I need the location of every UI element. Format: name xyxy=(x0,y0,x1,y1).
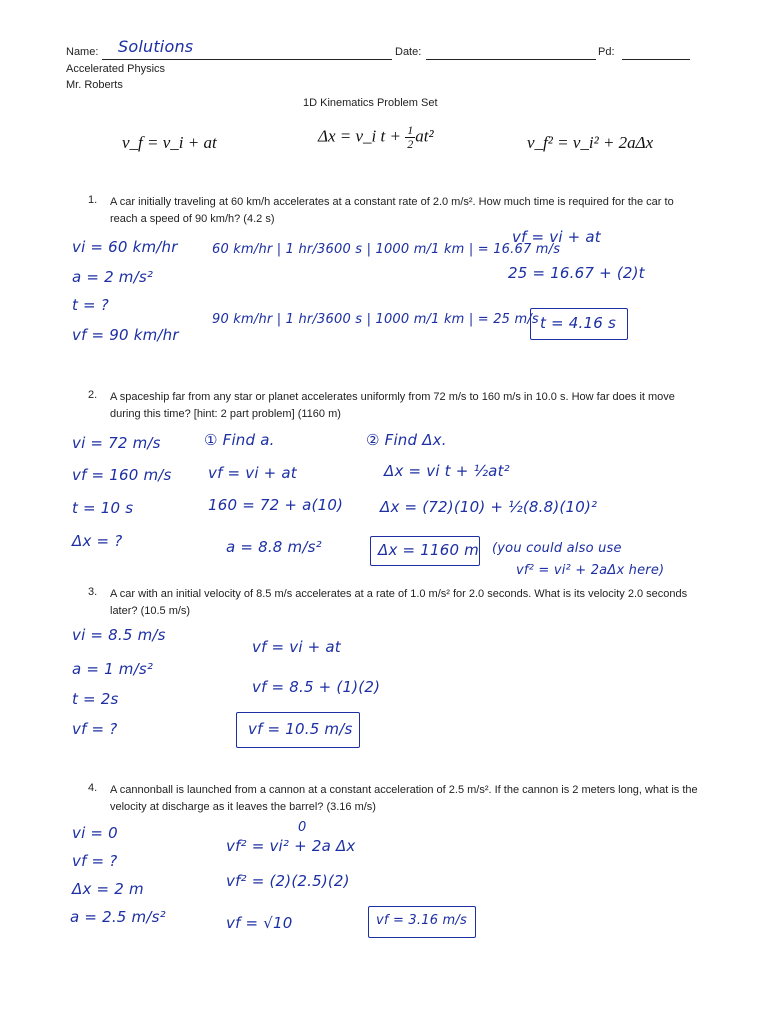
p4-given-dx: Δx = 2 m xyxy=(72,880,144,898)
p1-answer: t = 4.16 s xyxy=(540,314,616,332)
equation-half-fraction xyxy=(405,124,415,151)
name-underline xyxy=(102,59,392,60)
equation-displacement-left: Δx = v_i t + xyxy=(318,126,406,146)
problem-3-text: A car with an initial velocity of 8.5 m/s accelerates at a rate of 1.0 m/s² for 2.0 seconds. What is its velocity 2.0 seconds later? (10.5 m/s) xyxy=(110,588,688,617)
p2-given-vi: vi = 72 m/s xyxy=(72,434,161,452)
p4-answer: vf = 3.16 m/s xyxy=(376,913,467,928)
p3-work-1: vf = vi + at xyxy=(252,638,341,656)
p4-given-vi: vi = 0 xyxy=(72,824,118,842)
fraction-denominator: 2 xyxy=(407,137,414,151)
p3-given-vi: vi = 8.5 m/s xyxy=(72,626,166,644)
p1-given-a: a = 2 m/s² xyxy=(72,268,154,286)
p2-note-line-1: (you could also use xyxy=(492,541,622,556)
fraction-numerator: 1 xyxy=(407,123,414,137)
pd-underline xyxy=(622,59,690,60)
problem-2-number: 2. xyxy=(88,389,98,401)
date-label: Date: xyxy=(395,46,422,58)
course-name: Accelerated Physics xyxy=(66,63,166,75)
p2-step1-answer: a = 8.8 m/s² xyxy=(226,538,322,556)
equation-displacement-right: at² xyxy=(415,126,434,146)
p4-given-a: a = 2.5 m/s² xyxy=(70,908,166,926)
equation-displacement xyxy=(318,124,434,151)
p2-step1-label: ① Find a. xyxy=(204,431,275,449)
p4-work-1: vf² = vi² + 2a Δx xyxy=(226,837,356,855)
p2-step1-work-1: vf = vi + at xyxy=(208,464,297,482)
p2-given-vf: vf = 160 m/s xyxy=(72,466,172,484)
name-label: Name: xyxy=(66,46,99,58)
p2-given-t: t = 10 s xyxy=(72,499,134,517)
p1-conversion-2: 90 km/hr | 1 hr/3600 s | 1000 m/1 km | = 25 m/s xyxy=(212,312,539,327)
p2-given-dx: Δx = ? xyxy=(72,532,123,550)
p3-given-vf: vf = ? xyxy=(72,720,118,738)
p4-work-2: vf² = (2)(2.5)(2) xyxy=(226,872,350,890)
problem-4-text: A cannonball is launched from a cannon at a constant acceleration of 2.5 m/s². If the cannon is 2 meters long, what is the velocity at discharge as it leaves the barrel? (3.16 m/s) xyxy=(110,784,698,813)
p1-work-2: 25 = 16.67 + (2)t xyxy=(508,264,645,282)
problem-1-text: A car initially traveling at 60 km/h accelerates at a constant rate of 2.0 m/s². How much time is required for the car to reach a speed of 90 km/h? (4.2 s) xyxy=(110,196,674,225)
problem-3-number: 3. xyxy=(88,586,98,598)
p1-work-1: vf = vi + at xyxy=(512,228,601,246)
equation-velocity: v_f = v_i + at xyxy=(122,133,217,152)
problem-2-text: A spaceship far from any star or planet accelerates uniformly from 72 m/s to 160 m/s in 10.0 s. How far does it move during this time? [hint: 2 part problem] (1160 m) xyxy=(110,391,675,420)
p2-note-line-2: vf² = vi² + 2aΔx here) xyxy=(516,563,665,578)
p1-given-t: t = ? xyxy=(72,296,109,314)
page-title: 1D Kinematics Problem Set xyxy=(303,97,438,109)
problem-4-number: 4. xyxy=(88,782,98,794)
p3-work-2: vf = 8.5 + (1)(2) xyxy=(252,678,381,696)
p2-step2-work-2: Δx = (72)(10) + ½(8.8)(10)² xyxy=(380,498,598,516)
p2-answer: Δx = 1160 m xyxy=(378,541,479,559)
p2-step2-label: ② Find Δx. xyxy=(366,431,447,449)
p4-given-vf: vf = ? xyxy=(72,852,118,870)
p4-work-1-note: 0 xyxy=(298,820,307,835)
p3-answer: vf = 10.5 m/s xyxy=(248,720,353,738)
p1-given-vi: vi = 60 km/hr xyxy=(72,238,178,256)
p1-conversion-1: 60 km/hr | 1 hr/3600 s | 1000 m/1 km | = 16.67 m/s xyxy=(212,242,561,257)
p2-step2-work-1: Δx = vi t + ½at² xyxy=(384,462,510,480)
p1-given-vf: vf = 90 km/hr xyxy=(72,326,179,344)
p4-work-3: vf = √10 xyxy=(226,914,293,932)
pd-label: Pd: xyxy=(598,46,615,58)
name-value: Solutions xyxy=(118,37,194,56)
date-underline xyxy=(426,59,596,60)
p3-given-a: a = 1 m/s² xyxy=(72,660,154,678)
problem-1-number: 1. xyxy=(88,194,98,206)
p3-given-t: t = 2s xyxy=(72,690,119,708)
equation-velocity-squared: v_f² = v_i² + 2aΔx xyxy=(527,133,654,152)
p2-step1-work-2: 160 = 72 + a(10) xyxy=(208,496,344,514)
teacher-name: Mr. Roberts xyxy=(66,79,123,91)
